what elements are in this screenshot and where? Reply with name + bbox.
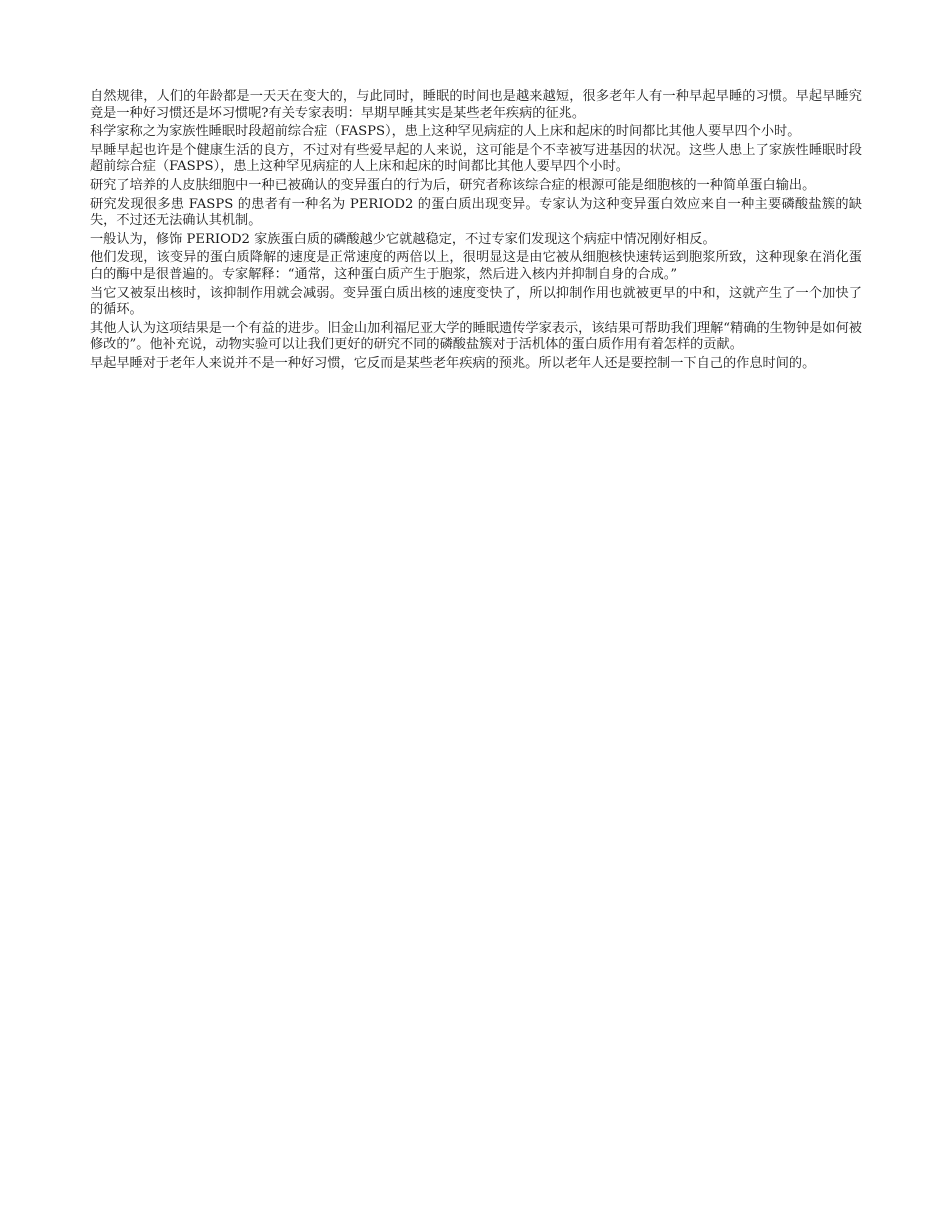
- paragraph-conclusion: 早起早睡对于老年人来说并不是一种好习惯，它反而是某些老年疾病的预兆。所以老年人还是要控制一下自己的作息时间的。: [90, 355, 816, 371]
- paragraph-intro: 自然规律，人们的年龄都是一天天在变大的，与此同时，睡眠的时间也是越来越短，很多老年人有一种早起早睡的习惯。早起早睡究竟是一种好习惯还是坏习惯呢?有关专家表明：早期早睡其实是某些老年疾病的征兆。: [90, 89, 862, 121]
- document-body: [90, 89, 862, 375]
- paragraph-phosphate-stability: 一般认为，修饰 PERIOD2 家族蛋白质的磷酸越少它就越稳定，不过专家们发现这个病症中情况刚好相反。: [90, 231, 716, 247]
- paragraph-degradation-speed: 他们发现，该变异的蛋白质降解的速度是正常速度的两倍以上，很明显这是由它被从细胞核快速转运到胞浆所致，这种现象在消化蛋白的酶中是很普遍的。专家解释：“通常，这种蛋白质产生于胞浆，然后进入核内并抑制自身的合成。”: [90, 250, 862, 282]
- paragraph-fasps-definition: 科学家称之为家族性睡眠时段超前综合症（FASPS），患上这种罕见病症的人上床和起床的时间都比其他人要早四个小时。: [90, 124, 801, 140]
- paragraph-inhibition-cycle: 当它又被泵出核时，该抑制作用就会减弱。变异蛋白质出核的速度变快了，所以抑制作用也就被更早的中和，这就产生了一个加快了的循环。: [90, 285, 862, 318]
- paragraph-skin-cell-study: 研究了培养的人皮肤细胞中一种已被确认的变异蛋白的行为后，研究者称该综合症的根源可能是细胞核的一种简单蛋白输出。: [90, 177, 816, 193]
- paragraph-period2-mutation: 研究发现很多患 FASPS 的患者有一种名为 PERIOD2 的蛋白质出现变异。专家认为这种变异蛋白效应来自一种主要磷酸盐簇的缺失，不过还无法确认其机制。: [90, 196, 862, 229]
- paragraph-expert-comment: 其他人认为这项结果是一个有益的进步。旧金山加利福尼亚大学的睡眠遗传学家表示，该结果可帮助我们理解“精确的生物钟是如何被修改的”。他补充说，动物实验可以让我们更好的研究不同的磷酸盐簇对于活机体的蛋白质作用有着怎样的贡献。: [90, 320, 862, 353]
- paragraph-early-riser-gene: 早睡早起也许是个健康生活的良方，不过对有些爱早起的人来说，这可能是个不幸被写进基因的状况。这些人患上了家族性睡眠时段超前综合症（FASPS），患上这种罕见病症的人上床和起床的时间都比其他人要早四个小时。: [90, 142, 862, 175]
